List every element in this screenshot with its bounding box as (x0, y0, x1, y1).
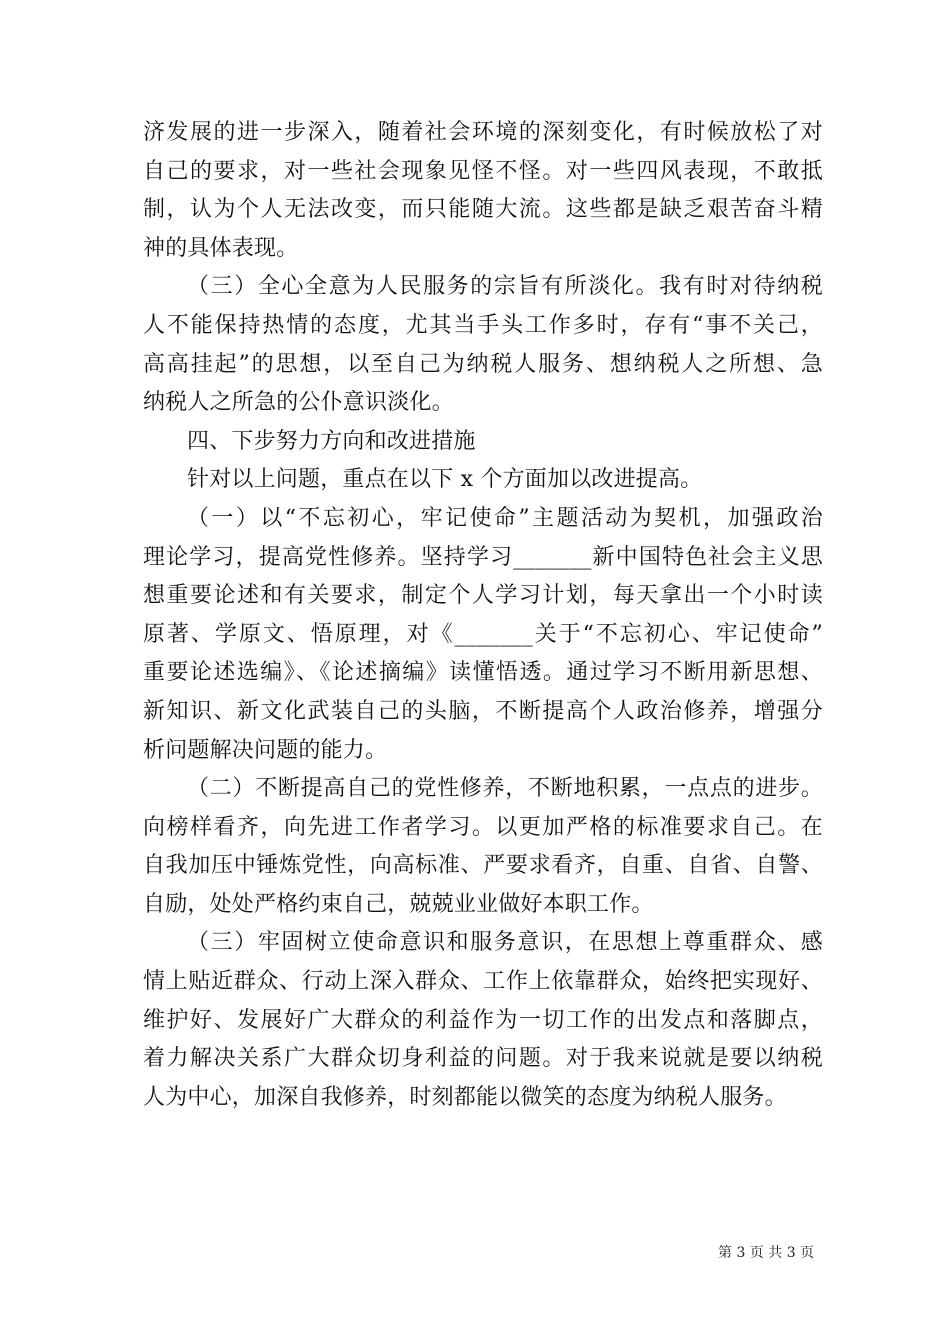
text-line: 高高挂起”的思想，以至自己为纳税人服务、想纳税人之所想、急 (143, 351, 823, 377)
text-line: 新知识、新文化武装自己的头脑，不断提高个人政治修养，增强分 (143, 698, 823, 724)
text-line: （二）不断提高自己的党性修养，不断地积累，一点点的进步。 (187, 776, 823, 802)
page-number: 第 3 页 共 3 页 (718, 1245, 815, 1261)
text-line: 理论学习，提高党性修养。坚持学习_______新中国特色社会主义思 (143, 544, 823, 570)
text-line: 重要论述选编》、《论述摘编》读懂悟透。通过学习不断用新思想、 (143, 660, 823, 686)
text-line: 四、下步努力方向和改进措施 (187, 428, 476, 454)
text-line: 着力解决关系广大群众切身利益的问题。对于我来说就是要以纳税 (143, 1046, 823, 1072)
paragraph (143, 114, 823, 268)
paragraph (143, 500, 823, 770)
text-line: 想重要论述和有关要求，制定个人学习计划，每天拿出一个小时读 (143, 583, 823, 609)
text-line: 自励，处处严格约束自己，兢兢业业做好本职工作。 (143, 891, 654, 917)
text-line: （三）全心全意为人民服务的宗旨有所淡化。我有时对待纳税 (187, 274, 823, 300)
text-line: 自己的要求，对一些社会现象见怪不怪。对一些四风表现，不敢抵 (143, 158, 823, 184)
text-line: （一）以“不忘初心，牢记使命”主题活动为契机，加强政治 (187, 505, 823, 531)
document-body (143, 114, 823, 1117)
paragraph (143, 924, 823, 1117)
section-heading (143, 423, 823, 462)
paragraph (143, 461, 823, 500)
text-line: 析问题解决问题的能力。 (143, 737, 388, 763)
text-line: 纳税人之所急的公仆意识淡化。 (143, 390, 454, 416)
text-line: 制，认为个人无法改变，而只能随大流。这些都是缺乏艰苦奋斗精 (143, 197, 823, 223)
text-line: 维护好、发展好广大群众的利益作为一切工作的出发点和落脚点， (143, 1007, 823, 1033)
paragraph (143, 770, 823, 924)
text-line: 针对以上问题，重点在以下 x 个方面加以改进提高。 (187, 467, 703, 493)
text-line: 人为中心，加深自我修养，时刻都能以微笑的态度为纳税人服务。 (143, 1084, 787, 1110)
text-line: 自我加压中锤炼党性，向高标准、严要求看齐，自重、自省、自警、 (143, 853, 823, 879)
text-line: 神的具体表现。 (143, 235, 299, 261)
text-line: （三）牢固树立使命意识和服务意识，在思想上尊重群众、感 (187, 930, 823, 956)
text-line: 人不能保持热情的态度，尤其当手头工作多时，存有“事不关己， (143, 312, 823, 338)
text-line: 向榜样看齐，向先进工作者学习。以更加严格的标准要求自己。在 (143, 814, 823, 840)
text-line: 济发展的进一步深入，随着社会环境的深刻变化，有时候放松了对 (143, 120, 823, 145)
text-line: 情上贴近群众、行动上深入群众、工作上依靠群众，始终把实现好、 (143, 969, 823, 995)
text-line: 原著、学原文、悟原理，对《_______关于“不忘初心、牢记使命” (143, 621, 823, 647)
paragraph (143, 268, 823, 422)
